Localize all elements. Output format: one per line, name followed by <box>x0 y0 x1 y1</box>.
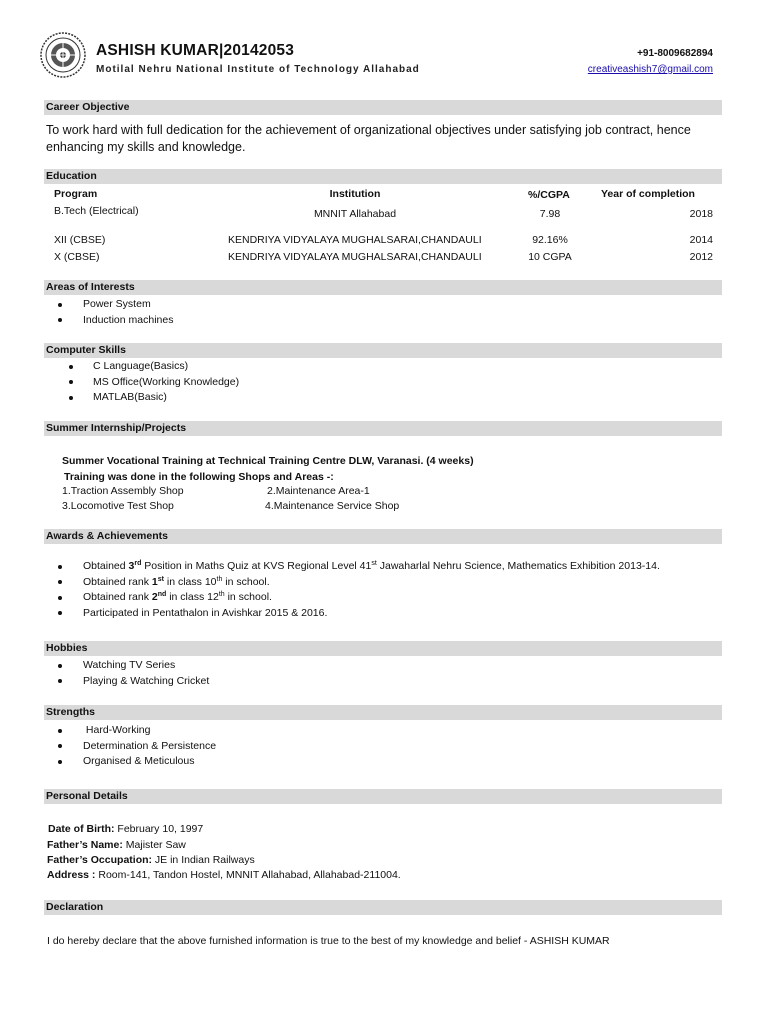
education-header-institution: Institution <box>329 188 381 200</box>
bullet-icon <box>58 760 62 764</box>
section-education: Education <box>44 169 722 184</box>
education-year: 2014 <box>689 234 713 246</box>
internship-shop: 2.Maintenance Area-1 <box>267 485 370 497</box>
bullet-icon <box>69 396 73 400</box>
bullet-icon <box>58 679 62 683</box>
education-year: 2018 <box>689 208 713 220</box>
personal-address: Address : Room-141, Tandon Hostel, MNNIT Allahabad, Allahabad-211004. <box>47 869 401 881</box>
phone-number: +91-8009682894 <box>637 48 713 59</box>
bullet-icon <box>58 664 62 668</box>
interests-list <box>58 297 173 328</box>
candidate-name: ASHISH KUMAR|20142053 <box>96 42 295 59</box>
list-item: C Language(Basics) <box>69 359 239 375</box>
declaration-text: I do hereby declare that the above furnished information is true to the best of my knowledge and belief - ASHISH KUMAR <box>47 935 610 947</box>
education-score: 10 CGPA <box>528 251 572 263</box>
institute-logo <box>40 32 86 78</box>
list-item: Watching TV Series <box>58 658 209 674</box>
internship-title: Summer Vocational Training at Technical Training Centre DLW, Varanasi. (4 weeks) <box>62 455 474 467</box>
section-career-objective: Career Objective <box>44 100 722 115</box>
computer-skills-list <box>69 359 239 406</box>
bullet-icon <box>58 729 62 733</box>
education-institution: MNNIT Allahabad <box>313 208 397 220</box>
bullet-icon <box>58 611 62 615</box>
section-computer-skills: Computer Skills <box>44 343 722 358</box>
section-declaration: Declaration <box>44 900 722 915</box>
institute-name: Motilal Nehru National Institute of Technology Allahabad <box>96 64 420 75</box>
education-program: X (CBSE) <box>54 251 100 263</box>
list-item: Participated in Pentathalon in Avishkar 2015 & 2016. <box>58 606 660 622</box>
bullet-icon <box>58 303 62 307</box>
internship-shop: 1.Traction Assembly Shop <box>62 485 184 497</box>
section-summer-internship: Summer Internship/Projects <box>44 421 722 436</box>
internship-shop: 4.Maintenance Service Shop <box>265 500 400 512</box>
education-header-cgpa: %/CGPA <box>528 189 570 201</box>
internship-subtitle: Training was done in the following Shops and Areas -: <box>64 471 334 483</box>
education-score: 92.16% <box>532 234 568 246</box>
personal-father-occupation: Father’s Occupation: JE in Indian Railways <box>47 854 255 866</box>
list-item: MATLAB(Basic) <box>69 390 239 406</box>
education-institution: KENDRIYA VIDYALAYA MUGHALSARAI,CHANDAULI <box>228 251 482 263</box>
career-objective-text: To work hard with full dedication for the achievement of organizational objectives under satisfying job contract, hence enhancing my skills and knowledge. <box>46 123 691 154</box>
section-strengths: Strengths <box>44 705 722 720</box>
email-link[interactable]: creativeashish7@gmail.com <box>587 64 713 75</box>
education-program: B.Tech (Electrical) <box>54 205 139 217</box>
bullet-icon <box>69 365 73 369</box>
strengths-list <box>58 723 216 770</box>
list-item: Obtained rank 2nd in class 12th in school. <box>58 590 660 606</box>
list-item: Playing & Watching Cricket <box>58 674 209 690</box>
list-item: Obtained 3rd Position in Maths Quiz at KVS Regional Level 41st Jawaharlal Nehru Science, Mathematics Exhibition 2013-14. <box>58 559 660 575</box>
section-awards-achievements: Awards & Achievements <box>44 529 722 544</box>
personal-dob: Date of Birth: February 10, 1997 <box>48 823 204 835</box>
education-score: 7.98 <box>539 208 561 220</box>
section-hobbies: Hobbies <box>44 641 722 656</box>
section-areas-of-interests: Areas of Interests <box>44 280 722 295</box>
list-item: Induction machines <box>58 313 173 329</box>
bullet-icon <box>58 580 62 584</box>
list-item: MS Office(Working Knowledge) <box>69 375 239 391</box>
bullet-icon <box>58 565 62 569</box>
list-item: Power System <box>58 297 173 313</box>
section-personal-details: Personal Details <box>44 789 722 804</box>
list-item: Organised & Meticulous <box>58 754 216 770</box>
bullet-icon <box>58 318 62 322</box>
hobbies-list <box>58 658 209 689</box>
bullet-icon <box>58 744 62 748</box>
personal-father-name: Father’s Name: Majister Saw <box>47 839 186 851</box>
bullet-icon <box>58 596 62 600</box>
bullet-icon <box>69 380 73 384</box>
education-year: 2012 <box>689 251 713 263</box>
education-program: XII (CBSE) <box>54 234 106 246</box>
education-header-year: Year of completion <box>601 188 695 200</box>
education-institution: KENDRIYA VIDYALAYA MUGHALSARAI,CHANDAULI <box>228 234 482 246</box>
list-item: Determination & Persistence <box>58 739 216 755</box>
education-header-program: Program <box>54 188 98 200</box>
list-item: Obtained rank 1st in class 10th in school. <box>58 575 660 591</box>
awards-list <box>58 559 660 621</box>
internship-shop: 3.Locomotive Test Shop <box>62 500 174 512</box>
list-item: Hard-Working <box>58 723 216 739</box>
